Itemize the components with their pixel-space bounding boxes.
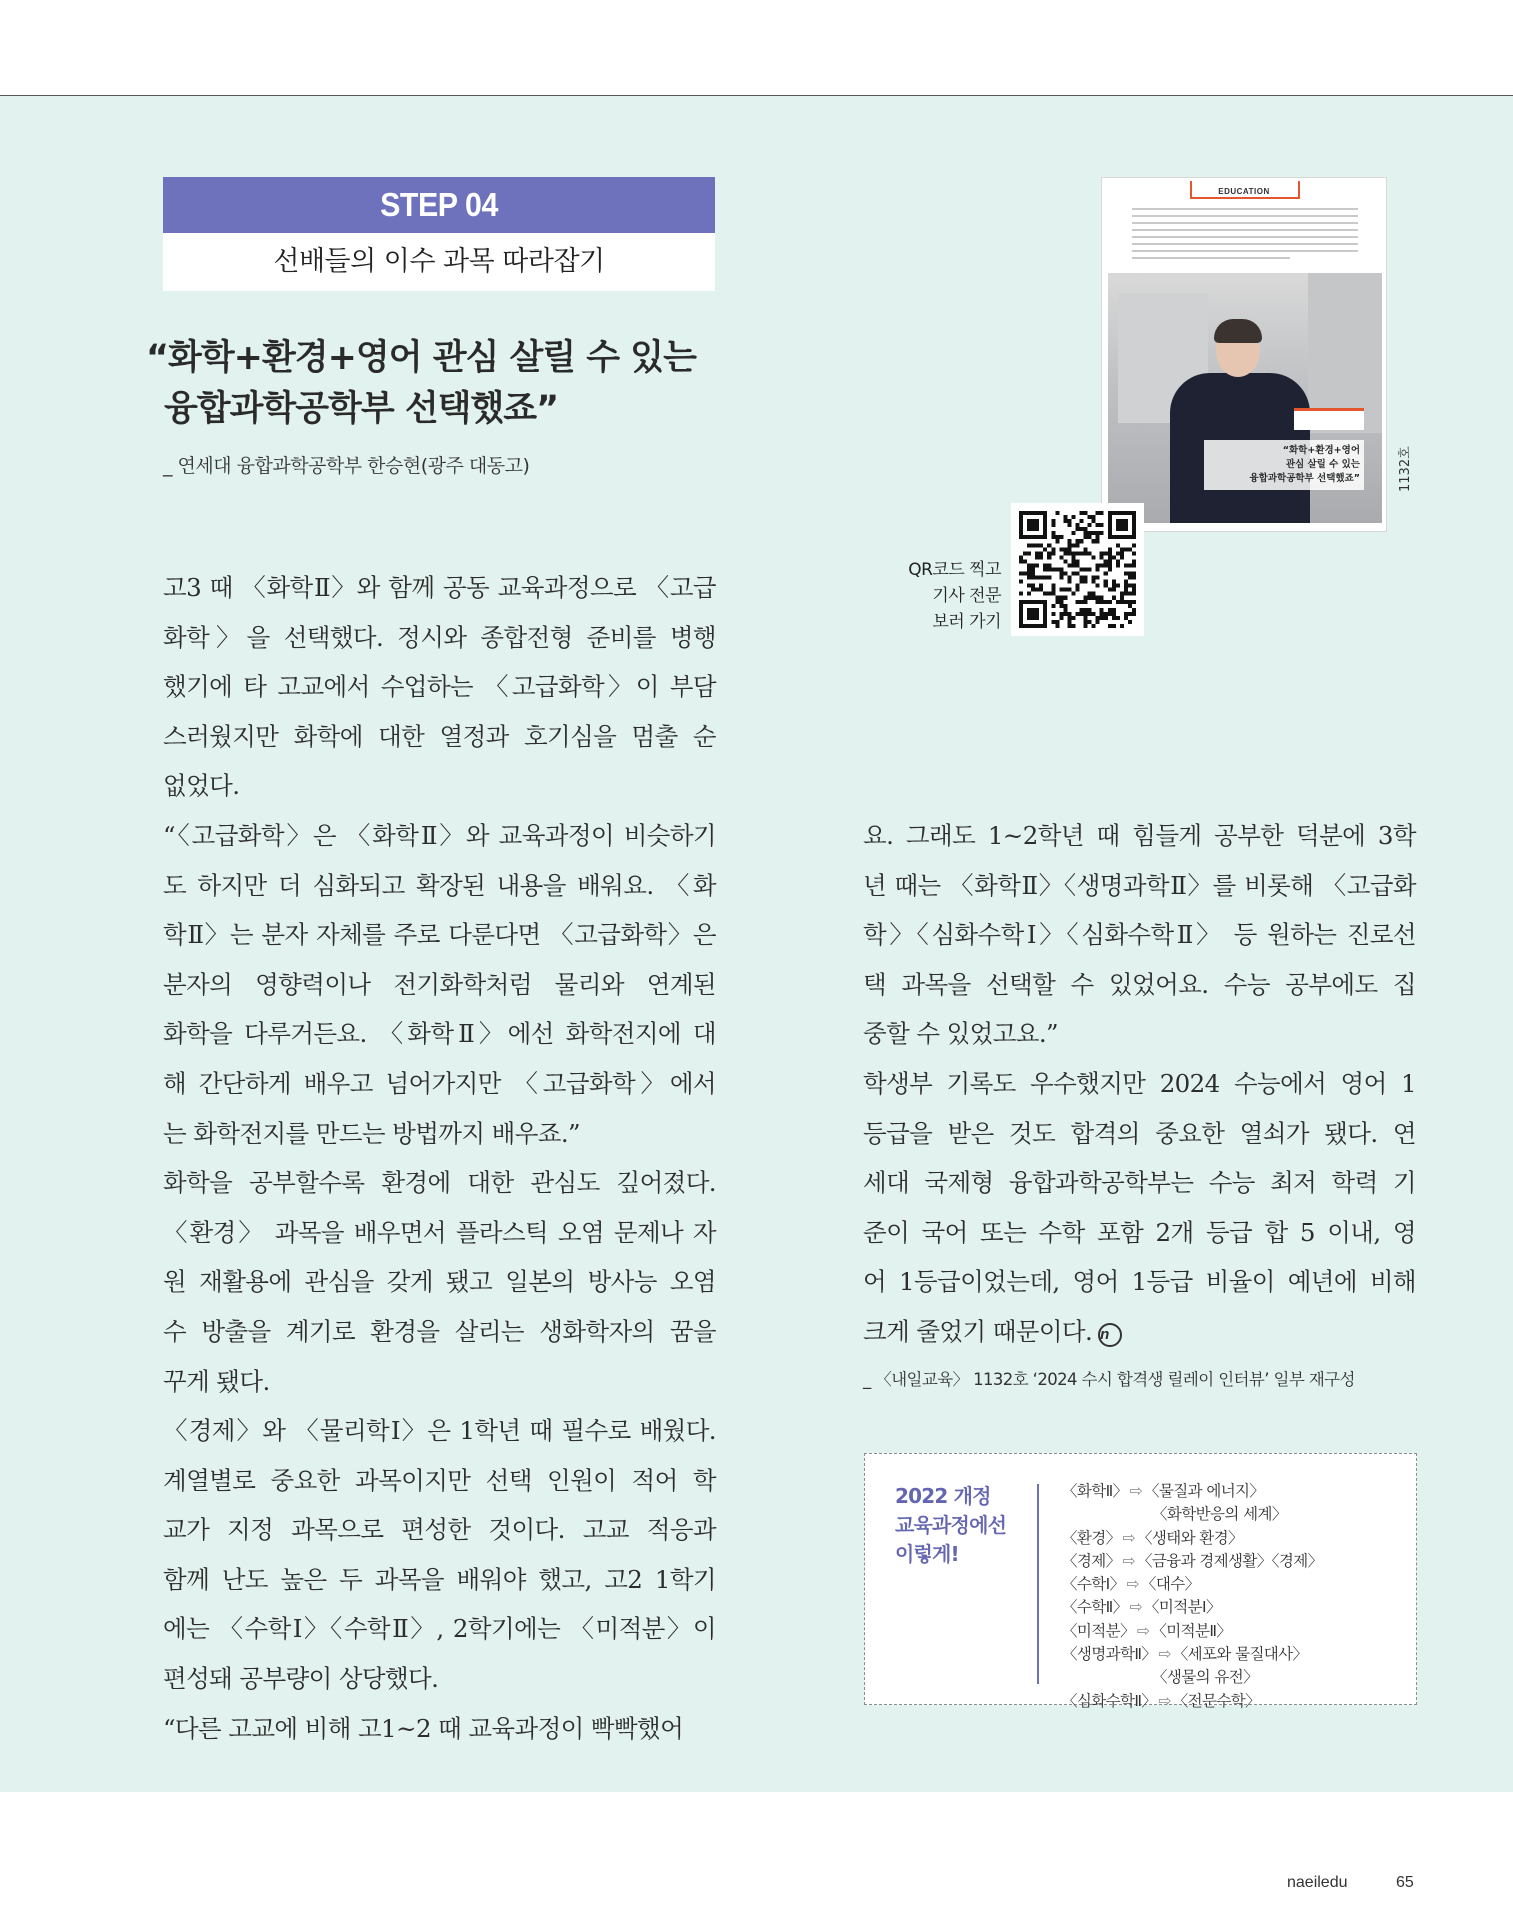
arrow-right-icon: ⇨ (1129, 1598, 1142, 1617)
curriculum-row (1062, 1503, 1322, 1526)
curriculum-row (1062, 1527, 1322, 1550)
curriculum-title: 2022 개정 교육과정에선 이렇게! (895, 1484, 1007, 1566)
magazine-section: EDUCATION (1218, 187, 1270, 196)
body-line: 편성돼 공부량이 상당했다. (163, 1664, 439, 1694)
body-line: 분자의 영향력이나 전기화학처럼 물리와 연계된 (163, 969, 716, 999)
curriculum-to: 〈생태와 환경〉 (1136, 1528, 1243, 1547)
footer-brand: naeiledu (1287, 1874, 1348, 1891)
body-line: 고3 때 〈화학Ⅱ〉와 함께 공동 교육과정으로 〈고급 (163, 573, 716, 602)
body-line: 화학을 다루거든요. 〈화학Ⅱ〉에선 화학전지에 대 (163, 1019, 716, 1049)
body-line: 에는 〈수학Ⅰ〉〈수학Ⅱ〉, 2학기에는 〈미적분〉이 (163, 1614, 716, 1644)
arrow-right-icon: ⇨ (1158, 1645, 1171, 1664)
curriculum-list (1062, 1480, 1322, 1713)
step-label: STEP 04 (185, 177, 693, 233)
magazine-issue-label: 1132호 (1398, 446, 1413, 492)
body-line: 없었다. (163, 771, 240, 801)
body-line: 학생부 기록도 우수했지만 2024 수능에서 영어 1 (863, 1068, 1416, 1098)
end-mark-icon: n (1098, 1323, 1122, 1347)
body-line: 준이 국어 또는 수학 포함 2개 등급 합 5 이내, 영 (863, 1217, 1416, 1247)
arrow-right-icon: ⇨ (1126, 1575, 1139, 1594)
body-line: 교가 지정 과목으로 편성한 것이다. 고교 적응과 (163, 1515, 716, 1545)
body-line-final (863, 1307, 1416, 1357)
body-line: 학〉〈심화수학Ⅰ〉〈심화수학Ⅱ〉 등 원하는 진로선 (863, 920, 1416, 950)
headline-line-2: 융합과학공학부 선택했죠” (164, 389, 559, 429)
curriculum-to: 〈금융과 경제생활〉〈경제〉 (1136, 1551, 1323, 1570)
body-line: “〈고급화학〉은 〈화학Ⅱ〉와 교육과정이 비슷하기 (163, 820, 716, 850)
curriculum-from: 〈수학Ⅱ〉 (1062, 1598, 1128, 1617)
arrow-right-icon: ⇨ (1158, 1691, 1171, 1710)
body-line: 수 방출을 계기로 환경을 살리는 생화학자의 꿈을 (163, 1316, 716, 1346)
step-label-bar (163, 177, 715, 233)
body-line: 택 과목을 선택할 수 있었어요. 수능 공부에도 집 (863, 969, 1416, 999)
curriculum-row (1062, 1666, 1322, 1689)
curriculum-from: 〈심화수학Ⅱ〉 (1062, 1691, 1157, 1710)
curriculum-to: 〈미적분Ⅱ〉 (1151, 1621, 1232, 1640)
magazine-thumbnail (1101, 177, 1387, 532)
curriculum-row (1062, 1550, 1322, 1573)
body-line: 년 때는 〈화학Ⅱ〉〈생명과학Ⅱ〉를 비롯해 〈고급화 (863, 870, 1416, 900)
curriculum-to: 〈미적분Ⅰ〉 (1143, 1598, 1221, 1617)
curriculum-from: 〈수학Ⅰ〉 (1062, 1575, 1125, 1594)
body-line: “다른 고교에 비해 고1~2 때 교육과정이 빡빡했어 (163, 1713, 684, 1743)
curriculum-to: 〈화학반응의 세계〉 (1152, 1505, 1287, 1524)
body-line: 화학을 공부할수록 환경에 대한 관심도 깊어졌다. (163, 1168, 716, 1198)
body-line: 스러웠지만 화학에 대한 열정과 호기심을 멈출 순 (163, 721, 716, 751)
body-line: 학Ⅱ〉는 분자 자체를 주로 다룬다면 〈고급화학〉은 (163, 920, 716, 950)
body-line: 〈환경〉 과목을 배우면서 플라스틱 오염 문제나 자 (163, 1217, 716, 1247)
curriculum-row (1062, 1690, 1322, 1713)
qr-code-icon (1019, 511, 1136, 628)
body-line: 도 하지만 더 심화되고 확장된 내용을 배워요. 〈화 (163, 870, 716, 900)
curriculum-row (1062, 1596, 1322, 1619)
body-line: 했기에 타 고교에서 수업하는 〈고급화학〉이 부담 (163, 672, 716, 702)
curriculum-to: 〈물질과 에너지〉 (1143, 1482, 1265, 1500)
qr-caption: QR코드 찍고 기사 전문 보러 가기 (908, 560, 1001, 632)
step-subtitle: 선배들의 이수 과목 따라잡기 (163, 233, 715, 291)
curriculum-from: 〈환경〉 (1062, 1528, 1121, 1547)
body-line: 어 1등급이었는데, 영어 1등급 비율이 예년에 비해 (863, 1267, 1416, 1297)
curriculum-row (1062, 1620, 1322, 1643)
headline (146, 333, 866, 435)
curriculum-row (1062, 1573, 1322, 1596)
curriculum-from: 〈미적분〉 (1062, 1621, 1135, 1640)
body-line: 〈경제〉와 〈물리학Ⅰ〉은 1학년 때 필수로 배웠다. (163, 1416, 716, 1446)
byline: _ 연세대 융합과학공학부 한승현(광주 대동고) (163, 455, 530, 477)
arrow-right-icon: ⇨ (1136, 1621, 1150, 1640)
body-line: 등급을 받은 것도 합격의 중요한 열쇠가 됐다. 연 (863, 1118, 1416, 1148)
headline-line-1: “화학+환경+영어 관심 살릴 수 있는 (146, 338, 696, 378)
body-line: 계열별로 중요한 과목이지만 선택 인원이 적어 학 (163, 1465, 716, 1495)
arrow-right-icon: ⇨ (1129, 1482, 1142, 1500)
magazine-text-lines (1132, 208, 1358, 264)
body-line: 세대 국제형 융합과학공학부는 수능 최저 학력 기 (863, 1168, 1416, 1198)
body-line: 중할 수 있었고요.” (863, 1019, 1058, 1049)
body-line: 함께 난도 높은 두 과목을 배워야 했고, 고2 1학기 (163, 1564, 716, 1594)
curriculum-divider (1037, 1484, 1039, 1684)
body-line: 요. 그래도 1~2학년 때 힘들게 공부한 덕분에 3학 (863, 821, 1416, 850)
step-header (163, 177, 715, 291)
curriculum-to: 〈대수〉 (1140, 1575, 1200, 1594)
qr-code[interactable] (1011, 503, 1144, 636)
body-line-text: 크게 줄었기 때문이다. (863, 1316, 1093, 1346)
curriculum-from: 〈생명과학Ⅱ〉 (1062, 1645, 1157, 1664)
body-right-column (863, 811, 1416, 1357)
curriculum-row (1062, 1643, 1322, 1666)
source-note: _ 〈내일교육〉 1132호 ‘2024 수시 합격생 릴레이 인터뷰’ 일부 재구성 (863, 1370, 1355, 1389)
arrow-right-icon: ⇨ (1122, 1551, 1135, 1570)
curriculum-row (1062, 1480, 1322, 1503)
curriculum-box (864, 1453, 1417, 1710)
curriculum-to: 〈세포와 물질대사〉 (1172, 1645, 1308, 1664)
arrow-right-icon: ⇨ (1122, 1528, 1135, 1547)
magazine-quote: “화학+환경+영어 관심 살릴 수 있는 융합과학공학부 선택했죠” (1204, 440, 1364, 490)
body-line: 원 재활용에 관심을 갖게 됐고 일본의 방사능 오염 (163, 1267, 716, 1297)
page-number: 65 (1396, 1874, 1414, 1891)
curriculum-to: 〈전문수학〉 (1172, 1691, 1261, 1710)
curriculum-from: 〈화학Ⅱ〉 (1062, 1482, 1128, 1500)
curriculum-from: 〈경제〉 (1062, 1551, 1121, 1570)
body-line: 해 간단하게 배우고 넘어가지만 〈고급화학〉에서 (163, 1068, 716, 1098)
magazine-tag (1294, 408, 1364, 430)
body-line: 꾸게 됐다. (163, 1366, 270, 1396)
curriculum-to: 〈생물의 유전〉 (1152, 1668, 1258, 1687)
body-line: 는 화학전지를 만드는 방법까지 배우죠.” (163, 1118, 580, 1148)
body-line: 화학〉을 선택했다. 정시와 종합전형 준비를 병행 (163, 622, 716, 652)
body-left-column (163, 563, 716, 1753)
